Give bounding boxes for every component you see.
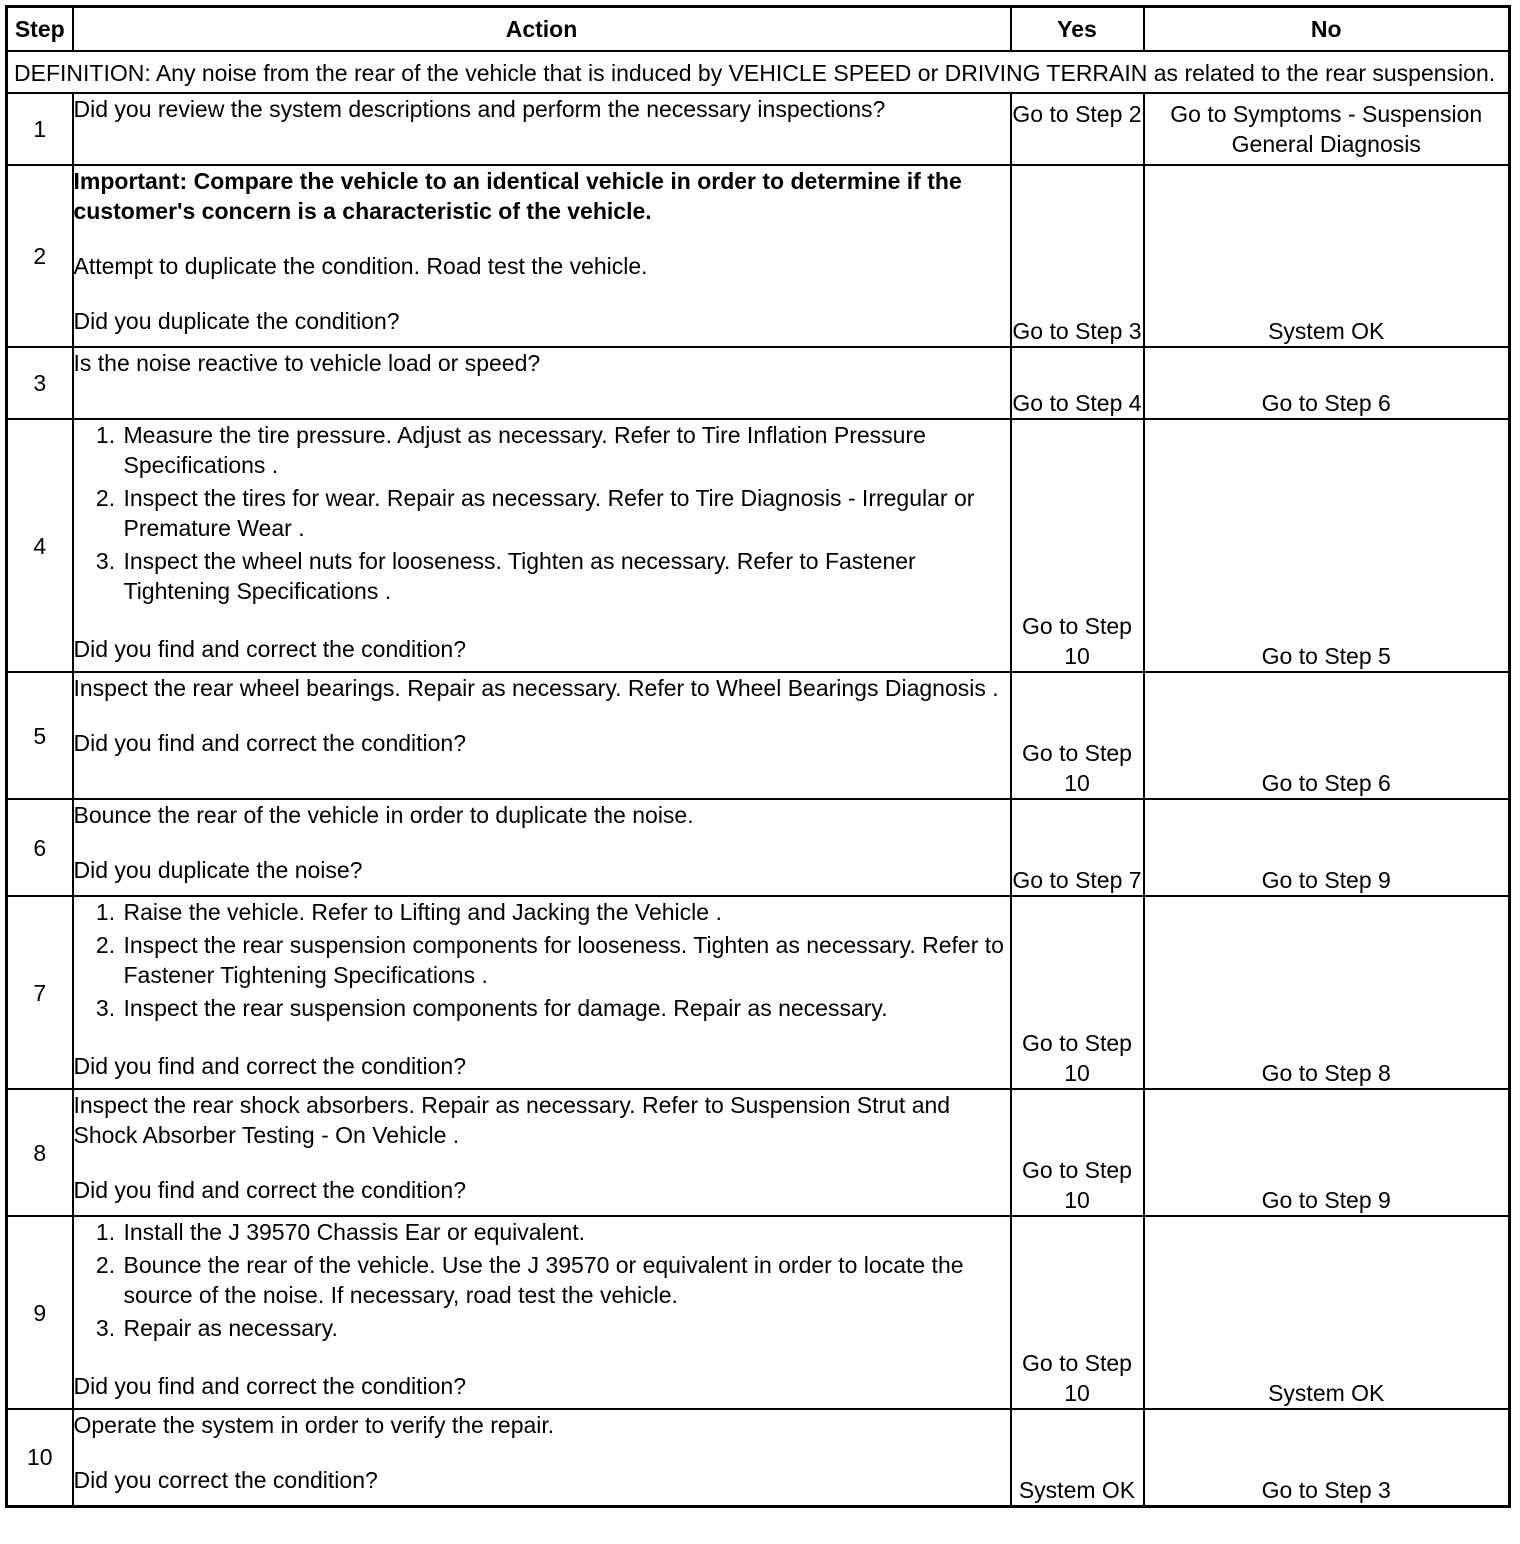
action-question: Did you find and correct the condition? <box>73 1053 467 1079</box>
no-cell: Go to Step 8 <box>1144 896 1510 1089</box>
action-paragraph: Inspect the rear wheel bearings. Repair as necessary. Refer to Wheel Bearings Diagnosis . <box>73 675 999 701</box>
step-number: 8 <box>7 1089 73 1216</box>
action-question: Did you correct the condition? <box>73 1467 378 1493</box>
table-row <box>7 1089 1510 1216</box>
header-step: Step <box>7 7 73 52</box>
step-number: 5 <box>7 672 73 799</box>
action-paragraph: Operate the system in order to verify the repair. <box>73 1412 555 1438</box>
step-number: 4 <box>7 419 73 672</box>
no-cell: Go to Step 6 <box>1144 672 1510 799</box>
action-paragraph: Attempt to duplicate the condition. Road test the vehicle. <box>73 253 648 279</box>
action-paragraph: Bounce the rear of the vehicle in order to duplicate the noise. <box>73 802 694 828</box>
table-row <box>7 419 1510 672</box>
no-cell: System OK <box>1144 165 1510 347</box>
action-cell <box>73 1216 1011 1409</box>
definition-row <box>7 51 1510 93</box>
action-cell <box>73 347 1011 419</box>
no-cell: Go to Step 6 <box>1144 347 1510 419</box>
important-note: Important: Compare the vehicle to an identical vehicle in order to determine if the customer's concern is a characteristic of the vehicle. <box>73 168 962 224</box>
list-item: 2. Bounce the rear of the vehicle. Use the J 39570 or equivalent in order to locate the source of the noise. If necessary, road test the vehicle. <box>122 1250 1010 1310</box>
action-question: Did you duplicate the noise? <box>73 857 363 883</box>
table-row <box>7 896 1510 1089</box>
list-item: 1. Install the J 39570 Chassis Ear or equivalent. <box>122 1217 1010 1247</box>
step-number: 10 <box>7 1409 73 1506</box>
yes-cell: Go to Step 3 <box>1011 165 1144 347</box>
action-cell <box>73 93 1011 165</box>
list-item: 1. Raise the vehicle. Refer to Lifting and Jacking the Vehicle . <box>122 897 1010 927</box>
action-cell <box>73 896 1011 1089</box>
step-number: 3 <box>7 347 73 419</box>
action-question: Did you find and correct the condition? <box>73 1373 467 1399</box>
header-no: No <box>1144 7 1510 52</box>
no-cell: Go to Step 5 <box>1144 419 1510 672</box>
step-number: 6 <box>7 799 73 896</box>
action-cell <box>73 419 1011 672</box>
table-row <box>7 1409 1510 1506</box>
list-item: 1. Measure the tire pressure. Adjust as necessary. Refer to Tire Inflation Pressure Specifications . <box>122 420 1010 480</box>
yes-cell: System OK <box>1011 1409 1144 1506</box>
yes-cell: Go to Step 10 <box>1011 896 1144 1089</box>
action-list <box>74 897 1010 1023</box>
table-row <box>7 347 1510 419</box>
action-question: Did you duplicate the condition? <box>73 308 400 334</box>
step-number: 2 <box>7 165 73 347</box>
header-yes: Yes <box>1011 7 1144 52</box>
step-number: 7 <box>7 896 73 1089</box>
action-paragraph: Inspect the rear shock absorbers. Repair as necessary. Refer to Suspension Strut and Shock Absorber Testing - On Vehicle . <box>73 1092 951 1148</box>
yes-cell: Go to Step 4 <box>1011 347 1144 419</box>
action-question: Did you find and correct the condition? <box>73 1177 467 1203</box>
yes-cell: Go to Step 10 <box>1011 672 1144 799</box>
action-question: Did you review the system descriptions and perform the necessary inspections? <box>73 96 886 122</box>
table-row <box>7 165 1510 347</box>
action-list <box>74 420 1010 606</box>
table-row <box>7 93 1510 165</box>
step-number: 9 <box>7 1216 73 1409</box>
step-number: 1 <box>7 93 73 165</box>
action-question: Is the noise reactive to vehicle load or speed? <box>73 350 541 376</box>
yes-cell: Go to Step 10 <box>1011 1089 1144 1216</box>
list-item: 2. Inspect the rear suspension components for looseness. Tighten as necessary. Refer to Fastener Tightening Specifications . <box>122 930 1010 990</box>
action-cell <box>73 799 1011 896</box>
list-item: 2. Inspect the tires for wear. Repair as necessary. Refer to Tire Diagnosis - Irregular or Premature Wear . <box>122 483 1010 543</box>
table-row <box>7 672 1510 799</box>
table-row <box>7 1216 1510 1409</box>
no-cell: Go to Symptoms - Suspension General Diagnosis <box>1144 93 1510 165</box>
list-item: 3. Inspect the rear suspension components for damage. Repair as necessary. <box>122 993 1010 1023</box>
yes-cell: Go to Step 10 <box>1011 419 1144 672</box>
action-question: Did you find and correct the condition? <box>73 636 467 662</box>
definition-text: DEFINITION: Any noise from the rear of the vehicle that is induced by VEHICLE SPEED or DRIVING TERRAIN as related to the rear suspension. <box>7 51 1510 93</box>
yes-cell: Go to Step 10 <box>1011 1216 1144 1409</box>
action-question: Did you find and correct the condition? <box>73 730 467 756</box>
yes-cell: Go to Step 7 <box>1011 799 1144 896</box>
table-row <box>7 799 1510 896</box>
header-row <box>7 7 1510 52</box>
action-cell <box>73 165 1011 347</box>
no-cell: Go to Step 9 <box>1144 1089 1510 1216</box>
header-action: Action <box>73 7 1011 52</box>
list-item: 3. Inspect the wheel nuts for looseness. Tighten as necessary. Refer to Fastener Tightening Specifications . <box>122 546 1010 606</box>
no-cell: System OK <box>1144 1216 1510 1409</box>
no-cell: Go to Step 9 <box>1144 799 1510 896</box>
action-cell <box>73 1089 1011 1216</box>
action-cell <box>73 1409 1011 1506</box>
action-cell <box>73 672 1011 799</box>
action-list <box>74 1217 1010 1343</box>
yes-cell: Go to Step 2 <box>1011 93 1144 165</box>
diagnostic-table <box>5 5 1511 1508</box>
no-cell: Go to Step 3 <box>1144 1409 1510 1506</box>
list-item: 3. Repair as necessary. <box>122 1313 1010 1343</box>
